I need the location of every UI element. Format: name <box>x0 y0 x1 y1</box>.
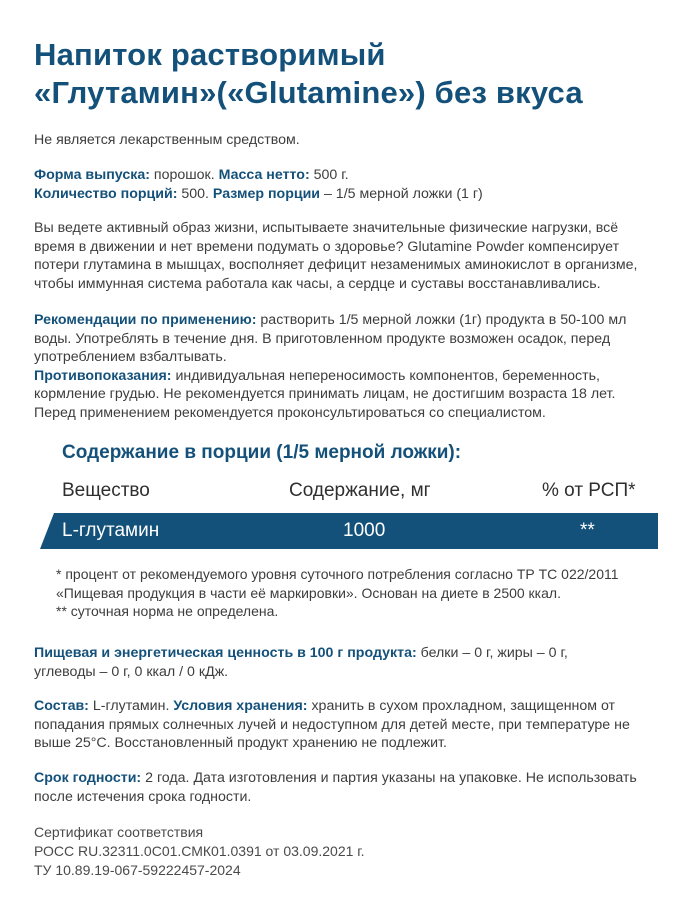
mass-label: Масса нетто: <box>218 167 310 183</box>
intro-line: потери глутамина в мышцах, восполняет дефицит незаменимых аминокислот в организме, <box>34 257 638 273</box>
page-title <box>34 36 583 112</box>
title-line-1: Напиток растворимый <box>34 37 386 72</box>
composition-value: L-глутамин. <box>88 698 174 714</box>
nutrition-text: белки – 0 г, жиры – 0 г, <box>416 645 568 661</box>
storage-text: хранить в сухом прохладном, защищенном от <box>307 698 616 714</box>
column-percent: % от РСП* <box>542 480 636 501</box>
contra-text: Перед применением рекомендуется проконсультироваться со специалистом. <box>34 404 546 421</box>
contra-text: кормление грудью. Не рекомендуется принимать лицам, не достигшим возраста 18 лет. <box>34 386 616 402</box>
intro-line: Вы ведете активный образ жизни, испытываете значительные физические нагрузки, всё <box>34 220 619 236</box>
contra-label: Противопоказания: <box>34 367 172 384</box>
composition-label: Состав: <box>34 698 89 714</box>
nutrition-block <box>34 644 568 681</box>
usage-text: растворить 1/5 мерной ложки (1г) продукта в 50-100 мл <box>256 312 627 328</box>
column-content: Содержание, мг <box>289 480 431 501</box>
composition-block <box>34 697 630 753</box>
footnote-line: «Пищевая продукция в части её маркировки». Основан на диете в 2500 ккал. <box>56 584 561 601</box>
nutrition-label: Пищевая и энергетическая ценность в 100 г продукта: <box>34 645 417 661</box>
usage-text: воды. Употреблять в течение дня. В приготовленном продукте возможен осадок, перед <box>34 330 611 347</box>
certificate-line: РОСС RU.32311.0С01.СМК01.0391 от 03.09.2021 г. <box>34 843 365 859</box>
row-percent: ** <box>580 520 595 541</box>
usage-block <box>34 311 626 422</box>
storage-label: Условия хранения: <box>173 698 308 714</box>
form-label: Форма выпуска: <box>34 167 150 183</box>
servings-value: 500. <box>177 185 213 202</box>
storage-text: попадания прямых солнечных лучей и недоступном для детей месте, при температуре не <box>34 716 630 733</box>
nutrition-text: углеводы – 0 г, 0 ккал / 0 кДж. <box>34 663 229 680</box>
title-line-2: «Глутамин»(«Glutamine») без вкуса <box>34 75 583 110</box>
form-block <box>34 166 483 203</box>
certificate-line: ТУ 10.89.19-067-59222457-2024 <box>34 862 241 878</box>
shelf-life-text: 2 года. Дата изготовления и партия указаны на упаковке. Не использовать <box>141 770 637 786</box>
serving-size-label: Размер порции <box>212 185 321 202</box>
table-heading: Содержание в порции (1/5 мерной ложки): <box>62 442 462 463</box>
footnote-line: * процент от рекомендуемого уровня суточного потребления согласно ТР ТС 022/2011 <box>56 566 619 582</box>
row-substance: L-глутамин <box>62 520 160 541</box>
disclaimer: Не является лекарственным средством. <box>34 132 300 148</box>
serving-size-value: – 1/5 мерной ложки (1 г) <box>320 185 483 202</box>
storage-text: выше 25°С. Восстановленный продукт хранению не подлежит. <box>34 735 447 751</box>
column-substance: Вещество <box>62 480 150 501</box>
certificate-block <box>34 823 365 880</box>
shelf-life-label: Срок годности: <box>34 770 142 786</box>
usage-text: употреблением взбалтывать. <box>34 349 227 365</box>
intro-paragraph <box>34 219 637 293</box>
intro-line: время в движении и нет времени подумать о здоровье? Glutamine Powder компенсирует <box>34 238 620 255</box>
footnotes <box>56 565 619 621</box>
row-content: 1000 <box>343 520 386 541</box>
footnote-line: ** суточная норма не определена. <box>56 603 279 619</box>
intro-line: чтобы иммунная система работала как часы, а сердце и суставы восстанавливались. <box>34 275 601 292</box>
certificate-line: Сертификат соответствия <box>34 824 204 840</box>
mass-value: 500 г. <box>309 167 349 183</box>
contra-text: индивидуальная непереносимость компонентов, беременность, <box>171 367 600 384</box>
shelf-life-block <box>34 769 637 806</box>
shelf-life-text: после истечения срока годности. <box>34 788 252 805</box>
form-value: порошок. <box>149 167 219 183</box>
usage-label: Рекомендации по применению: <box>34 312 257 328</box>
servings-label: Количество порций: <box>34 185 178 202</box>
